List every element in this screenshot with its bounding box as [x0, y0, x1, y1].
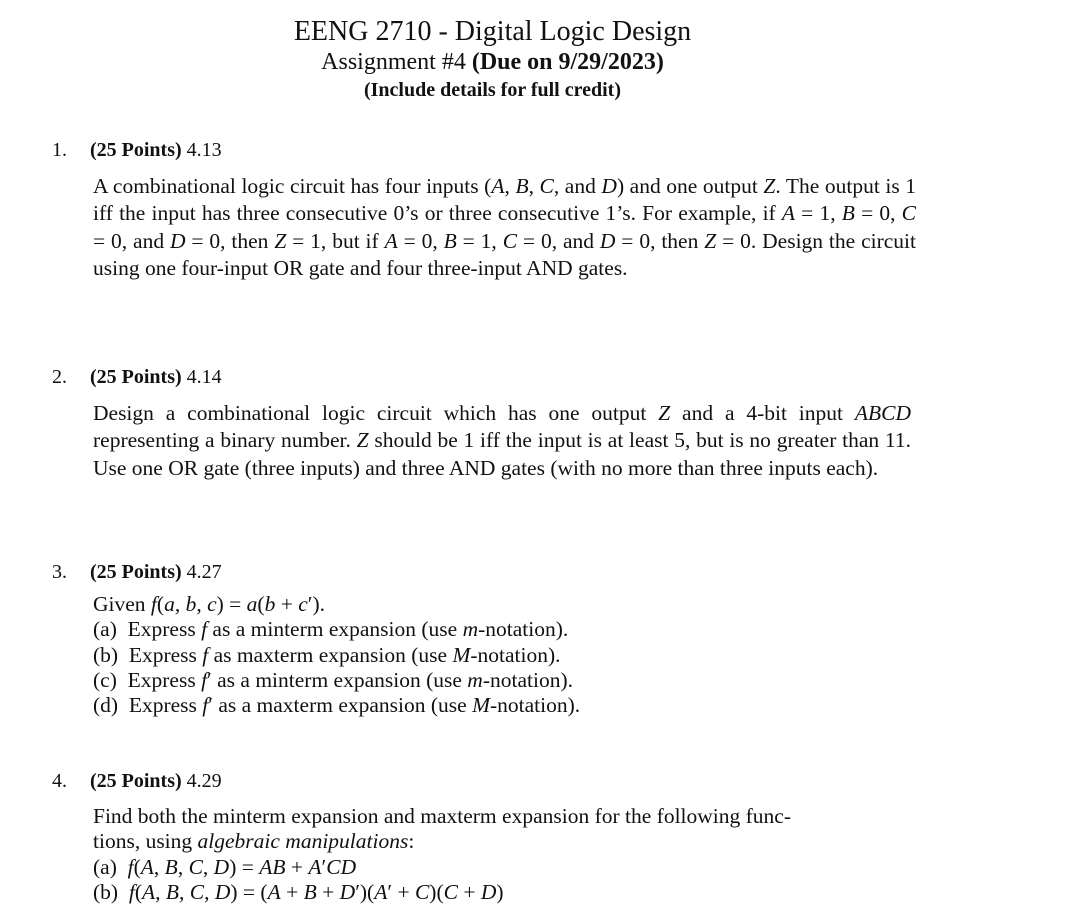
problem-4-part-a: (a) f(A, B, C, D) = AB + A′CD	[93, 854, 357, 879]
problem-2-number: 2.	[52, 366, 67, 388]
problem-4-text	[93, 804, 916, 905]
assignment-line	[0, 50, 985, 74]
problem-1-ref: 4.13	[186, 139, 222, 161]
problem-3-part-b: (b) Express f as maxterm expansion (use M-notation).	[93, 642, 561, 667]
problem-4-intro-line-2: tions, using algebraic manipulations:	[93, 829, 415, 854]
problem-3-number: 3.	[52, 561, 67, 583]
due-date: (Due on 9/29/2023)	[471, 49, 664, 75]
problem-1-heading	[52, 140, 222, 160]
problem-2-heading	[52, 367, 222, 387]
problem-3-given: Given f(a, b, c) = a(b + c′).	[93, 592, 326, 616]
problem-4-heading	[52, 771, 222, 791]
problem-1-number: 1.	[52, 139, 67, 161]
problem-3-text	[93, 592, 916, 718]
problem-3-points: (25 Points)	[90, 561, 182, 583]
problem-3-part-c: (c) Express f′ as a minterm expansion (use m-notation).	[93, 667, 573, 692]
problem-2-ref: 4.14	[186, 366, 222, 388]
problem-1-points: (25 Points)	[90, 139, 182, 161]
problem-4-number: 4.	[52, 770, 67, 792]
problem-2-text: Design a combinational logic circuit which has one output Z and a 4-bit input ABCD representing a binary number. Z should be 1 iff the input is at least 5, but is no greater than 11. Use one OR gate (three inputs) and three AND gates (with no more than three inputs each).	[93, 401, 912, 480]
problem-4-points: (25 Points)	[90, 770, 182, 792]
problem-3-heading	[52, 562, 222, 582]
problem-2-points: (25 Points)	[90, 366, 182, 388]
problem-3-part-a: (a) Express f as a minterm expansion (use m-notation).	[93, 617, 569, 642]
credit-note: (Include details for full credit)	[363, 79, 622, 101]
problem-3-part-d: (d) Express f′ as a maxterm expansion (use M-notation).	[93, 693, 581, 718]
problem-1-text: A combinational logic circuit has four inputs (A, B, C, and D) and one output Z. The output is 1 iff the input has three consecutive 0’s or three consecutive 1’s. For example, if A = 1, B = 0, C = 0, and D = 0, then Z = 1, but if A = 0, B = 1, C = 0, and D = 0, then Z = 0. Design the circuit using one four-input OR gate and four three-input AND gates.	[93, 174, 917, 280]
problem-4-intro-line-1: Find both the minterm expansion and maxterm expansion for the following func-	[93, 804, 792, 828]
page-title: EENG 2710 - Digital Logic Design	[293, 16, 692, 47]
assignment-label: Assignment #4	[321, 49, 466, 75]
problem-4-ref: 4.29	[186, 770, 222, 792]
problem-4-part-b: (b) f(A, B, C, D) = (A + B + D′)(A′ + C)(C + D)	[93, 879, 504, 904]
problem-3-ref: 4.27	[186, 561, 222, 583]
